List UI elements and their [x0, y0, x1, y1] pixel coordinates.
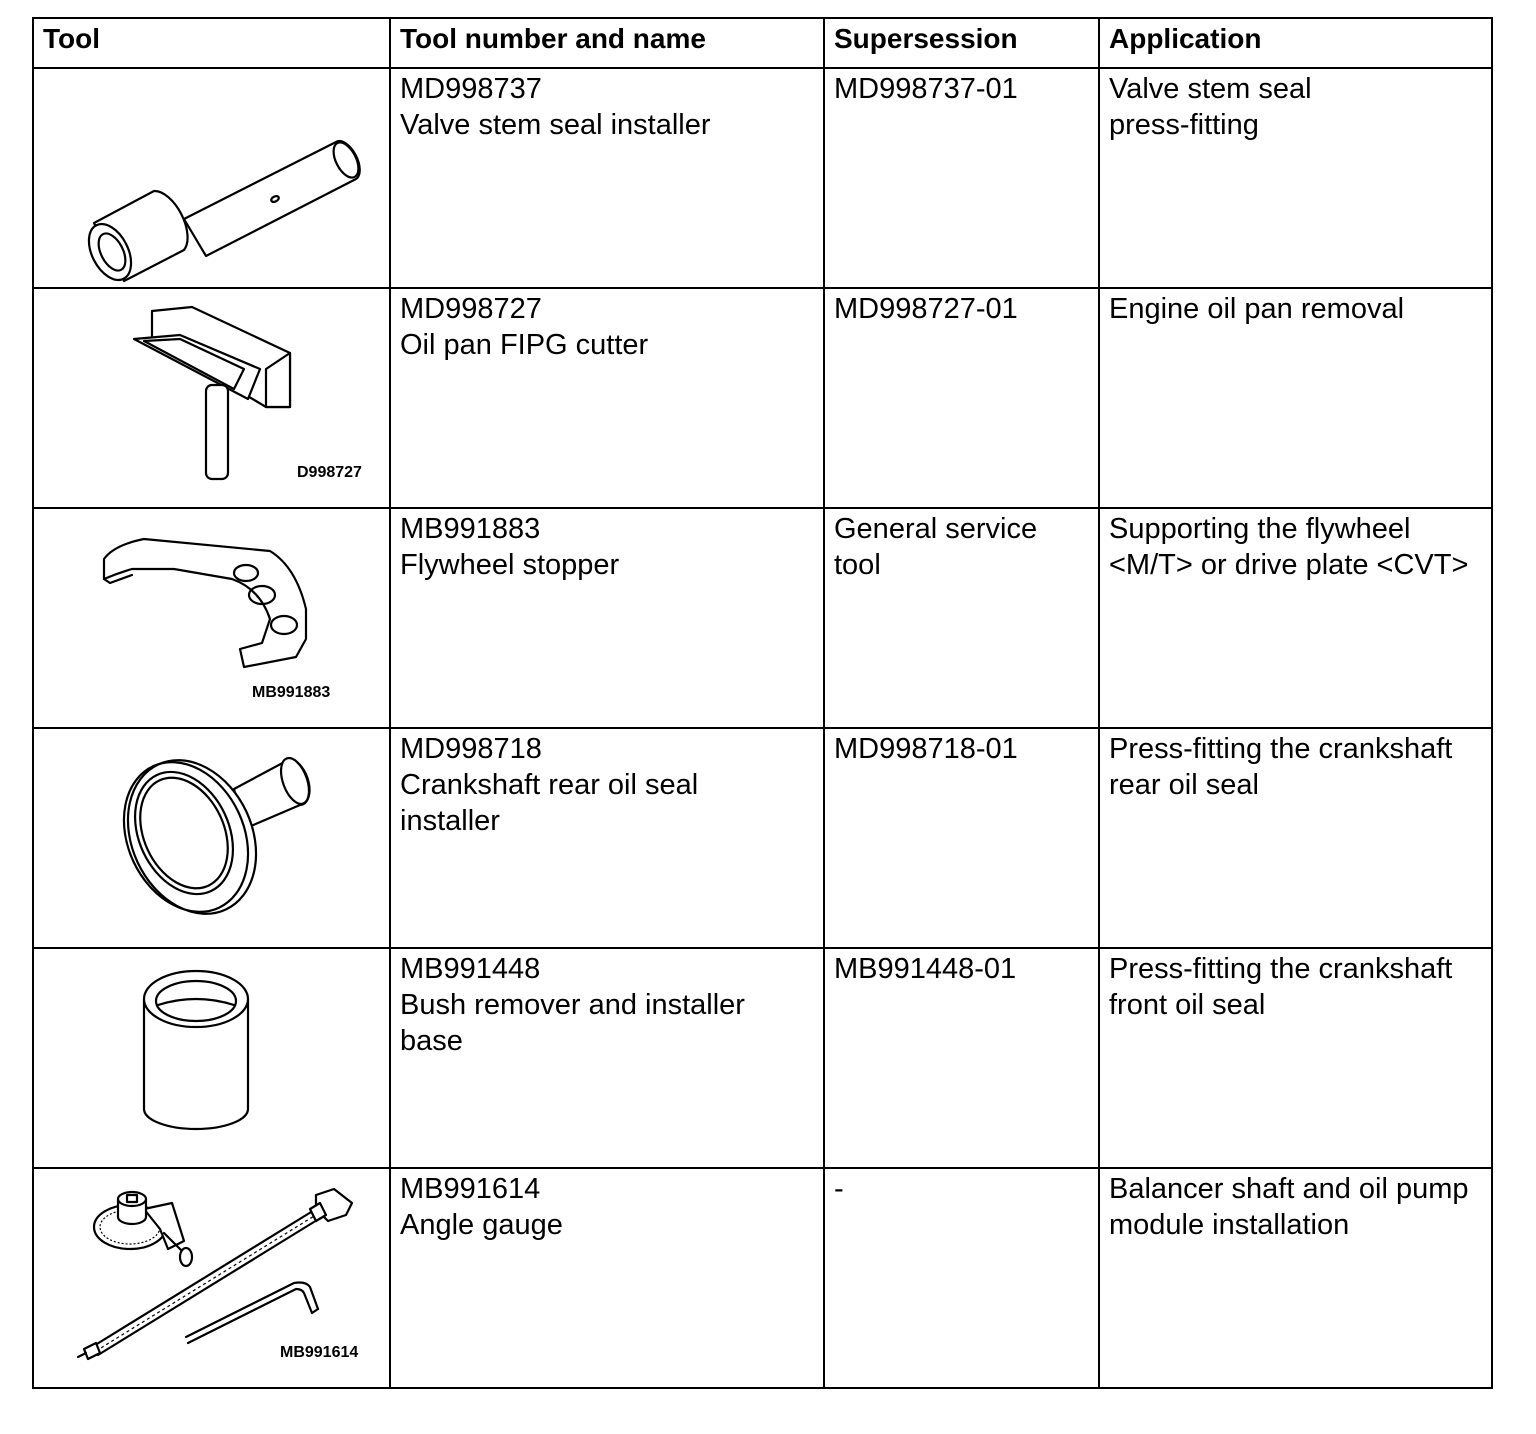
application-line: front oil seal — [1109, 989, 1266, 1021]
table-row — [33, 68, 1492, 288]
tool-name-line: Oil pan FIPG cutter — [400, 329, 649, 361]
application-line: Press-fitting the crankshaft — [1109, 733, 1453, 765]
tool-number: MD998737 — [400, 73, 542, 105]
tool-image-label: MB991614 — [280, 1344, 359, 1361]
application-cell — [1099, 728, 1492, 948]
application-line: Engine oil pan removal — [1109, 293, 1405, 325]
supersession-cell — [824, 288, 1099, 508]
tool-image-cell — [33, 948, 390, 1168]
header-supersession: Supersession — [824, 18, 1099, 68]
table-row — [33, 1168, 1492, 1388]
tool-number: MD998718 — [400, 733, 542, 765]
tool-number-name-cell — [390, 508, 824, 728]
application-line: Press-fitting the crankshaft — [1109, 953, 1453, 985]
header-tool: Tool — [33, 18, 390, 68]
tool-number-name-cell — [390, 288, 824, 508]
tool-name-line: Crankshaft rear oil seal — [400, 769, 699, 801]
tool-image-label: D998727 — [297, 464, 362, 481]
application-line: Balancer shaft and oil pump — [1109, 1173, 1469, 1205]
tool-name-line: Flywheel stopper — [400, 549, 620, 581]
tool-number: MB991448 — [400, 953, 541, 985]
tool-image-cell — [33, 1168, 390, 1388]
supersession-line: MD998718-01 — [834, 733, 1018, 765]
application-cell — [1099, 508, 1492, 728]
crankshaft-seal-installer-icon — [34, 729, 391, 948]
tool-name-line: Valve stem seal installer — [400, 109, 711, 141]
tool-number-name-cell — [390, 68, 824, 288]
tool-name-line: Angle gauge — [400, 1209, 563, 1241]
application-line: <M/T> or drive plate <CVT> — [1109, 549, 1469, 581]
application-cell — [1099, 1168, 1492, 1388]
table-row — [33, 288, 1492, 508]
supersession-cell — [824, 1168, 1099, 1388]
supersession-line: tool — [834, 549, 881, 581]
tool-name-line: installer — [400, 805, 500, 837]
supersession-line: MD998727-01 — [834, 293, 1018, 325]
tool-image-cell — [33, 288, 390, 508]
tool-name-line: Bush remover and installer — [400, 989, 745, 1021]
tool-image-cell — [33, 508, 390, 728]
table-row — [33, 508, 1492, 728]
application-line: press-fitting — [1109, 109, 1259, 141]
application-line: module installation — [1109, 1209, 1350, 1241]
supersession-cell — [824, 728, 1099, 948]
supersession-line: General service — [834, 513, 1038, 545]
supersession-line: MD998737-01 — [834, 73, 1018, 105]
special-tools-table — [32, 17, 1493, 1389]
tool-number-name-cell — [390, 728, 824, 948]
tool-name-line: base — [400, 1025, 463, 1057]
tool-image-cell — [33, 68, 390, 288]
application-cell — [1099, 68, 1492, 288]
tool-number: MB991883 — [400, 513, 541, 545]
flywheel-stopper-icon — [34, 509, 391, 728]
header-tool-number-and-name: Tool number and name — [390, 18, 824, 68]
supersession-line: MB991448-01 — [834, 953, 1017, 985]
table-row — [33, 948, 1492, 1168]
application-line: rear oil seal — [1109, 769, 1259, 801]
application-line: Valve stem seal — [1109, 73, 1312, 105]
table-row — [33, 728, 1492, 948]
tool-image-cell — [33, 728, 390, 948]
tool-image-label: MB991883 — [252, 684, 331, 701]
supersession-cell — [824, 68, 1099, 288]
tool-number-name-cell — [390, 1168, 824, 1388]
header-application: Application — [1099, 18, 1492, 68]
table-header-row — [33, 18, 1492, 68]
bush-installer-base-icon — [34, 949, 391, 1168]
tool-number-name-cell — [390, 948, 824, 1168]
valve-stem-seal-installer-icon — [34, 69, 391, 288]
tool-number: MB991614 — [400, 1173, 541, 1205]
supersession-cell — [824, 508, 1099, 728]
supersession-line: - — [834, 1173, 844, 1205]
application-cell — [1099, 948, 1492, 1168]
application-line: Supporting the flywheel — [1109, 513, 1411, 545]
supersession-cell — [824, 948, 1099, 1168]
application-cell — [1099, 288, 1492, 508]
tool-number: MD998727 — [400, 293, 542, 325]
